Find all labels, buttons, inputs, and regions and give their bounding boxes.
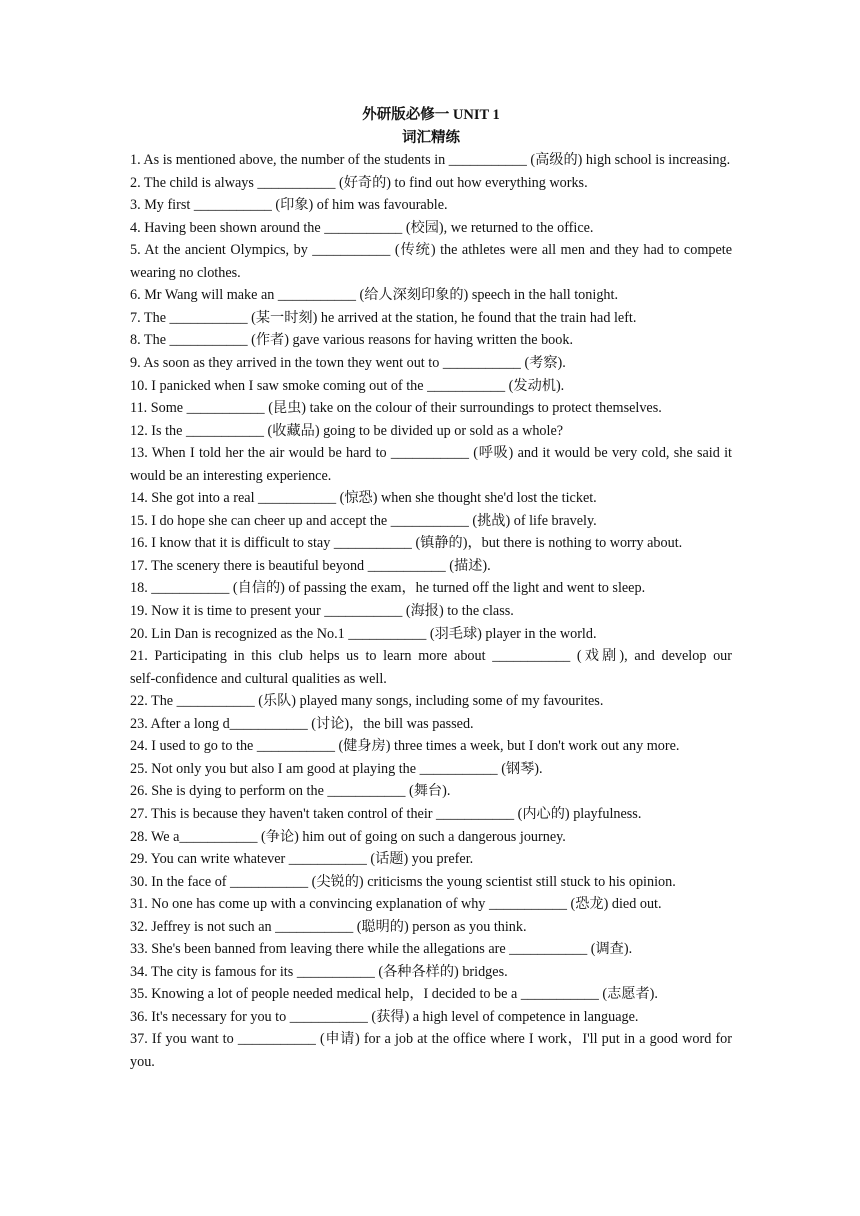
question-item: 18. ___________ (自信的) of passing the exam，he turned off the light and went to sleep. bbox=[130, 580, 646, 597]
worksheet bbox=[130, 104, 732, 1074]
question-list bbox=[130, 149, 732, 1073]
question-item: 17. The scenery there is beautiful beyond ___________ (描述). bbox=[130, 557, 491, 574]
question-item: 29. You can write whatever ___________ (话题) you prefer. bbox=[130, 851, 474, 868]
question-item: 28. We a___________ (争论) him out of going on such a dangerous journey. bbox=[130, 828, 566, 845]
question-item: 15. I do hope she can cheer up and accept the ___________ (挑战) of life bravely. bbox=[130, 512, 597, 529]
question-item: 23. After a long d___________ (讨论)，the bill was passed. bbox=[130, 715, 474, 732]
document-title: 外研版必修一 UNIT 1 bbox=[362, 107, 500, 123]
question-item: 31. No one has come up with a convincing explanation of why ___________ (恐龙) died out. bbox=[130, 896, 662, 913]
question-item: 14. She got into a real ___________ (惊恐) when she thought she'd lost the ticket. bbox=[130, 490, 597, 507]
question-item: 36. It's necessary for you to ___________ (获得) a high level of competence in language. bbox=[130, 1008, 639, 1025]
question-item: 4. Having been shown around the ___________ (校园), we returned to the office. bbox=[130, 219, 594, 236]
question-item: 3. My first ___________ (印象) of him was favourable. bbox=[130, 197, 448, 214]
question-item: 12. Is the ___________ (收藏品) going to be divided up or sold as a whole? bbox=[130, 422, 564, 439]
question-item: 37. If you want to ___________ (申请) for a job at the office where I work，I'll put in a good word for you. bbox=[130, 1031, 732, 1070]
question-item: 13. When I told her the air would be hard to ___________ (呼吸) and it would be very cold, she said it would be an interesting experience. bbox=[130, 445, 732, 484]
question-item: 30. In the face of ___________ (尖锐的) criticisms the young scientist still stuck to his opinion. bbox=[130, 873, 676, 890]
question-item: 25. Not only you but also I am good at playing the ___________ (钢琴). bbox=[130, 760, 543, 777]
question-item: 19. Now it is time to present your ___________ (海报) to the class. bbox=[130, 603, 514, 620]
question-item: 22. The ___________ (乐队) played many songs, including some of my favourites. bbox=[130, 693, 604, 710]
question-item: 1. As is mentioned above, the number of the students in ___________ (高级的) high school is increasing. bbox=[130, 152, 731, 169]
question-item: 8. The ___________ (作者) gave various reasons for having written the book. bbox=[130, 332, 574, 349]
question-item: 6. Mr Wang will make an ___________ (给人深刻印象的) speech in the hall tonight. bbox=[130, 287, 618, 304]
document-subtitle: 词汇精练 bbox=[402, 129, 460, 146]
question-item: 32. Jeffrey is not such an ___________ (聪明的) person as you think. bbox=[130, 918, 527, 935]
question-item: 21. Participating in this club helps us to learn more about ___________ (戏剧), and develop our self‑confidence and cultural qualities as well. bbox=[130, 648, 732, 687]
question-item: 34. The city is famous for its ___________ (各种各样的) bridges. bbox=[130, 963, 508, 980]
question-item: 7. The ___________ (某一时刻) he arrived at the station, he found that the train had left. bbox=[130, 309, 637, 326]
question-item: 5. At the ancient Olympics, by ___________ (传统) the athletes were all men and they had to compete wearing no clothes. bbox=[130, 242, 732, 281]
question-item: 9. As soon as they arrived in the town they went out to ___________ (考察). bbox=[130, 355, 566, 372]
question-item: 20. Lin Dan is recognized as the No.1 ___________ (羽毛球) player in the world. bbox=[130, 625, 597, 642]
question-item: 35. Knowing a lot of people needed medical help，I decided to be a ___________ (志愿者). bbox=[130, 986, 658, 1003]
question-item: 24. I used to go to the ___________ (健身房) three times a week, but I don't work out any more. bbox=[130, 738, 680, 755]
question-item: 26. She is dying to perform on the ___________ (舞台). bbox=[130, 783, 451, 800]
question-item: 10. I panicked when I saw smoke coming out of the ___________ (发动机). bbox=[130, 377, 565, 394]
question-item: 33. She's been banned from leaving there while the allegations are ___________ (调查). bbox=[130, 941, 633, 958]
question-item: 27. This is because they haven't taken control of their ___________ (内心的) playfulness. bbox=[130, 805, 642, 822]
question-item: 2. The child is always ___________ (好奇的) to find out how everything works. bbox=[130, 174, 588, 191]
question-item: 16. I know that it is difficult to stay ___________ (镇静的)，but there is nothing to worry about. bbox=[130, 535, 683, 552]
question-item: 11. Some ___________ (昆虫) take on the colour of their surroundings to protect themselves. bbox=[130, 400, 662, 417]
